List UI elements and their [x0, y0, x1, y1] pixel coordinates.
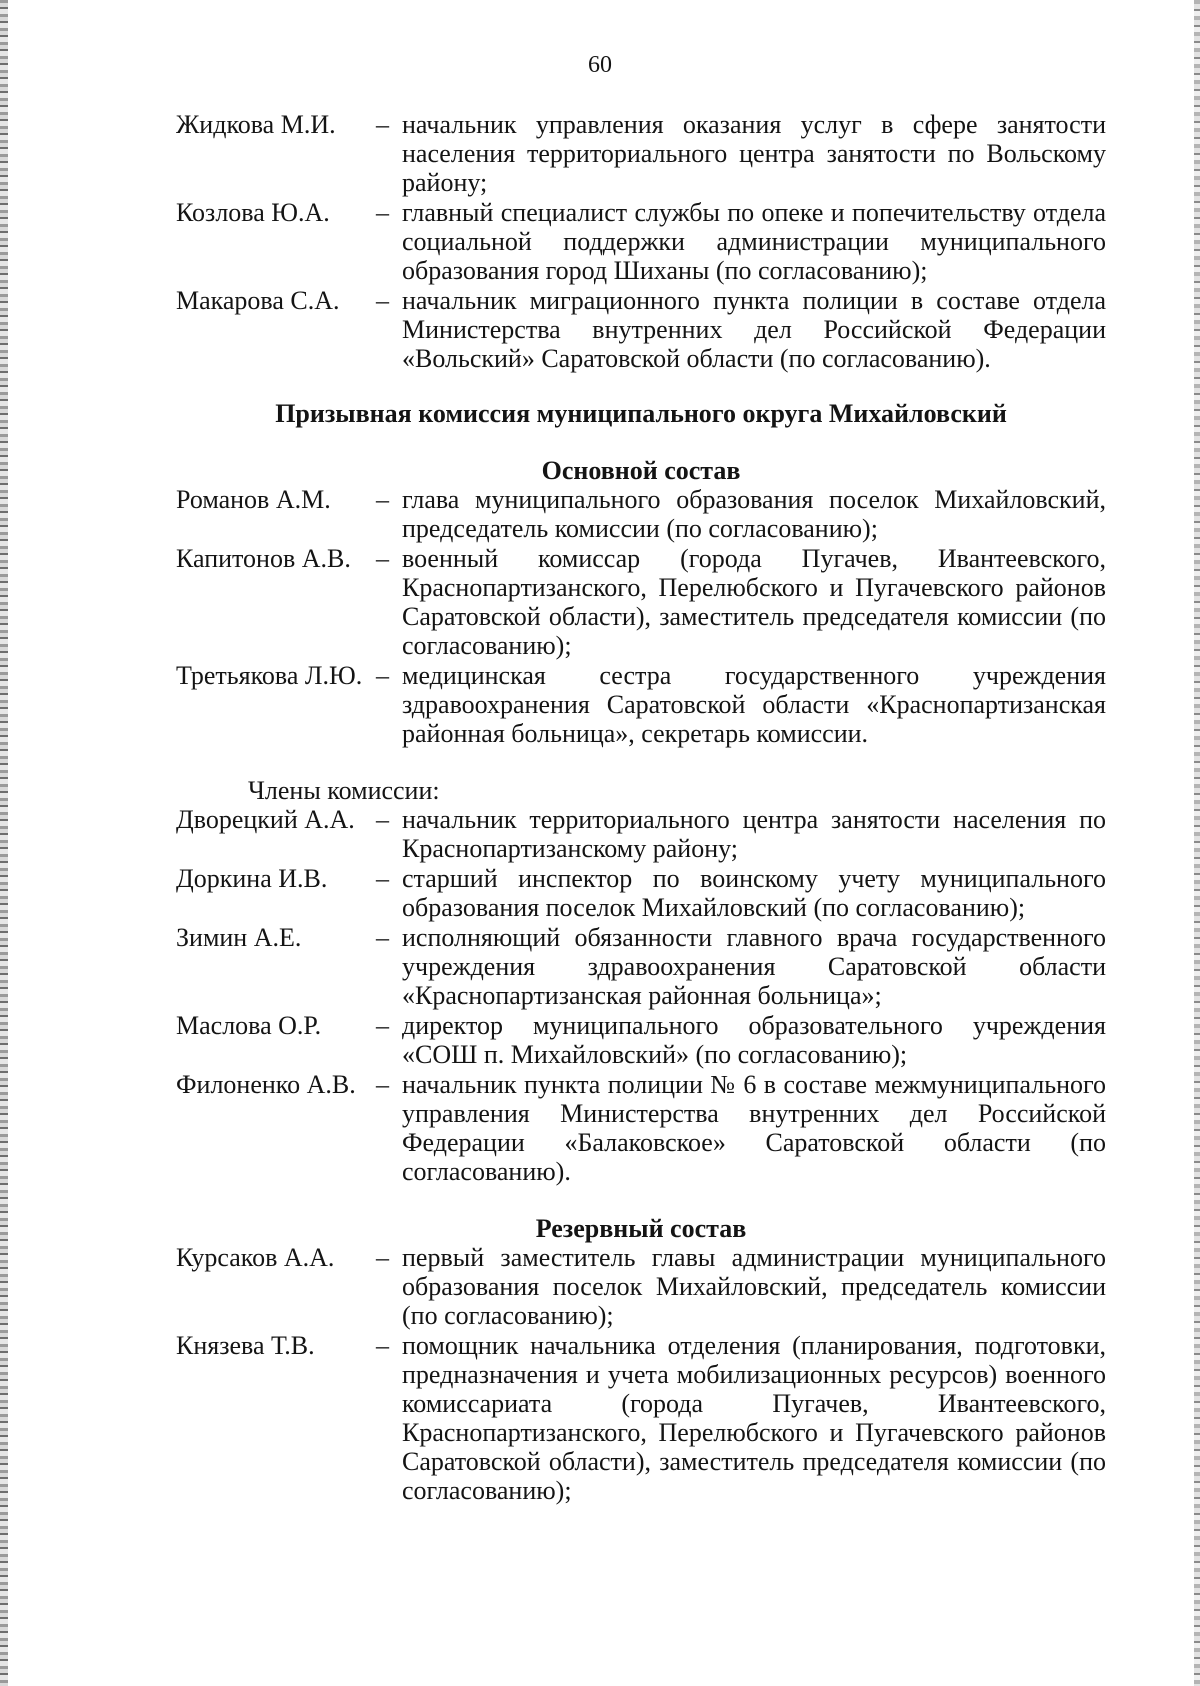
list-item [176, 110, 1106, 197]
person-name: Филоненко А.В. [176, 1070, 356, 1099]
dash: – [376, 198, 389, 227]
dash: – [376, 544, 389, 573]
list-item [176, 805, 1106, 863]
person-name: Романов А.М. [176, 485, 331, 514]
dash: – [376, 661, 389, 690]
person-position: военный комиссар (города Пугачев, Ивантеевского, Краснопартизанского, Перелюбского и Пугачевского районов Саратовской области), заместитель председателя комиссии (по согласованию); [402, 544, 1106, 660]
person-name: Зимин А.Е. [176, 923, 302, 952]
list-item [176, 286, 1106, 373]
person-position: начальник управления оказания услуг в сфере занятости населения территориального центра занятости по Вольскому району; [402, 110, 1106, 197]
person-position: помощник начальника отделения (планирования, подготовки, предназначения и учета мобилизационных ресурсов) военного комиссариата (города Пугачев, Ивантеевского, Краснопартизанского, Перелюбского и Пугачевского районов Саратовской области), заместитель председателя комиссии (по согласованию); [402, 1331, 1106, 1505]
scan-edge-left [0, 0, 8, 1686]
dash: – [376, 1243, 389, 1272]
dash: – [376, 110, 389, 139]
person-name: Капитонов А.В. [176, 544, 351, 573]
dash: – [376, 805, 389, 834]
list-item [176, 1331, 1106, 1505]
person-position: начальник миграционного пункта полиции в составе отдела Министерства внутренних дел Российской Федерации «Вольский» Саратовской области (по согласованию). [402, 286, 1106, 373]
list-item [176, 1070, 1106, 1186]
list-item [176, 485, 1106, 543]
person-name: Доркина И.В. [176, 864, 328, 893]
document-body [176, 110, 1106, 1506]
person-position: директор муниципального образовательного учреждения «СОШ п. Михайловский» (по согласованию); [402, 1011, 1106, 1069]
person-position: начальник пункта полиции № 6 в составе межмуниципального управления Министерства внутренних дел Российской Федерации «Балаковское» Саратовской области (по согласованию). [402, 1070, 1106, 1186]
list-item [176, 661, 1106, 748]
members-label: Члены комиссии: [248, 776, 440, 805]
dash: – [376, 485, 389, 514]
person-name: Козлова Ю.А. [176, 198, 330, 227]
person-position: медицинская сестра государственного учреждения здравоохранения Саратовской области «Краснопартизанская районная больница», секретарь комиссии. [402, 661, 1106, 748]
list-item [176, 1011, 1106, 1069]
dash: – [376, 1070, 389, 1099]
dash: – [376, 1331, 389, 1360]
person-position: старший инспектор по воинскому учету муниципального образования поселок Михайловский (по согласованию); [402, 864, 1106, 922]
list-item [176, 864, 1106, 922]
list-item [176, 923, 1106, 1010]
list-item [176, 198, 1106, 285]
scan-edge-right [1194, 0, 1200, 1686]
list-item [176, 1243, 1106, 1330]
person-position: глава муниципального образования поселок Михайловский, председатель комиссии (по согласованию); [402, 485, 1106, 543]
dash: – [376, 864, 389, 893]
person-position: первый заместитель главы администрации муниципального образования поселок Михайловский, председатель комиссии (по согласованию); [402, 1243, 1106, 1330]
main-composition-title: Основной состав [541, 456, 741, 485]
dash: – [376, 286, 389, 315]
dash: – [376, 1011, 389, 1040]
dash: – [376, 923, 389, 952]
person-position: начальник территориального центра занятости населения по Краснопартизанскому району; [402, 805, 1106, 863]
person-name: Макарова С.А. [176, 286, 340, 315]
person-name: Маслова О.Р. [176, 1011, 322, 1040]
reserve-composition-title: Резервный состав [535, 1214, 747, 1243]
person-position: главный специалист службы по опеке и попечительству отдела социальной поддержки администрации муниципального образования город Шиханы (по согласованию); [402, 198, 1106, 285]
list-item [176, 544, 1106, 660]
page-number: 60 [588, 52, 612, 78]
person-name: Курсаков А.А. [176, 1243, 335, 1272]
person-name: Дворецкий А.А. [176, 805, 355, 834]
person-name: Третьякова Л.Ю. [176, 661, 363, 690]
commission-title: Призывная комиссия муниципального округа Михайловский [275, 399, 1007, 428]
person-position: исполняющий обязанности главного врача государственного учреждения здравоохранения Саратовской области «Краснопартизанская районная больница»; [402, 923, 1106, 1010]
person-name: Князева Т.В. [176, 1331, 315, 1360]
person-name: Жидкова М.И. [176, 110, 336, 139]
